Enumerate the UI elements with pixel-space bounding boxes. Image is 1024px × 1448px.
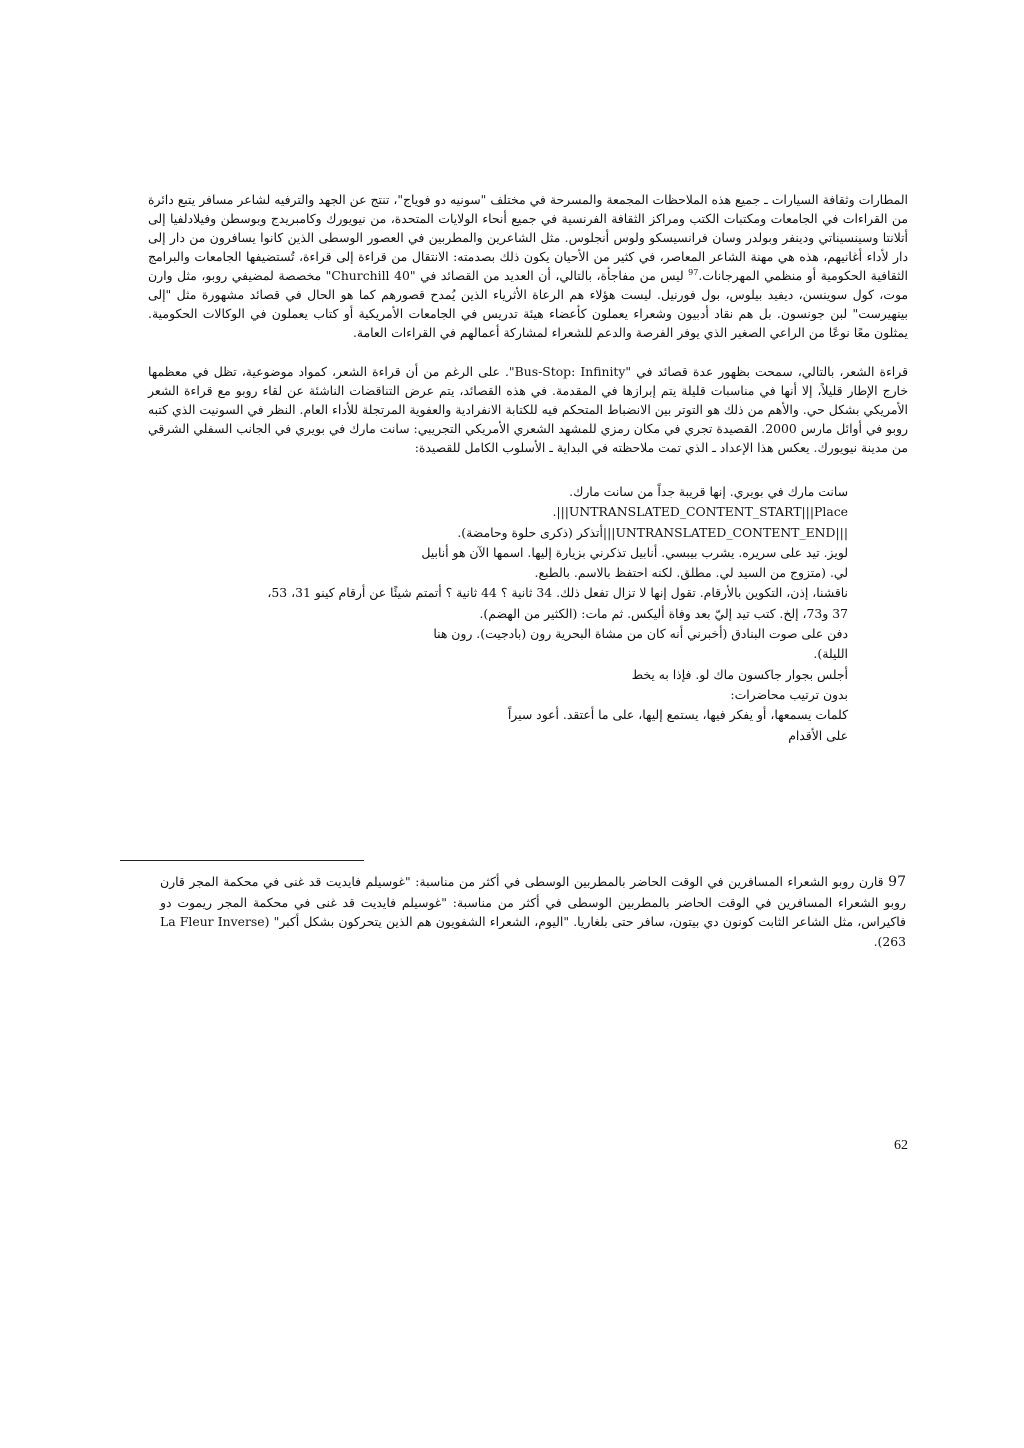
- poem-line: لويز. تيد على سريره. يشرب بيبسي. أنابيل تذكرني بزيارة إليها. اسمها الآن هو أنابيل: [421, 544, 848, 560]
- poem-line: أجلس بجوار جاكسون ماك لو. فإذا به يخط: [631, 666, 848, 682]
- poem-line: دفن على صوت البنادق (أخبرني أنه كان من مشاة البحرية رون (بادجيت). رون هنا: [433, 626, 848, 642]
- poem-excerpt: [148, 482, 848, 746]
- poem-line: على الأقدام: [788, 727, 848, 743]
- poem-line: كلمات يسمعها، أو يفكر فيها، يستمع إليها، على ما أعتقد. أعود سيراً: [507, 707, 848, 723]
- poem-line: بدون ترتيب محاضرات:: [730, 686, 848, 702]
- poem-line: 37 و73، إلخ. كتب تيد إليّ بعد وفاة أليكس. ثم مات: (الكثير من الهضم).: [479, 605, 848, 621]
- footnote-number: 97: [888, 874, 906, 890]
- page-number: 62: [894, 1138, 908, 1153]
- footnote-separator: [120, 860, 364, 861]
- paragraph-2-text: قراءة الشعر، بالتالي، سمحت بظهور عدة قصائد في "Bus-Stop: Infinity". على الرغم من أن قراءة الشعر، كمواد موضوعية، تظل في معظمها خارج الإطار قليلاً، إلا أنها في مناسبات قليلة يتم إبرازها في المقدمة. في هذه القصائد، يتم عرض التناقضات الناشئة عن لقاء روبو مع قراءة الشعر الأمريكي بشكل حي. والأهم من ذلك هو التوتر بين الانضباط المتحكم فيه للكتابة الانفرادية والعفوية المرتجلة للأداء العام. النظر في السونيت الذي كتبه روبو في أوائل مارس 2000. القصيدة تجري في مكان رمزي للمشهد الشعري الأمريكي التجريبي: سانت مارك في بويري في الجانب السفلي الشرقي من مدينة نيويورك. يعكس هذا الإعداد ـ الذي تمت ملاحظته في البداية ـ الأسلوب الكامل للقصيدة:: [148, 364, 908, 455]
- footnote-text: قارن روبو الشعراء المسافرين في الوقت الحاضر بالمطربين الوسطى في أكثر من مناسبة: "غوسيلم فايديت قد غنى في محكمة المجر قارن روبو الشعراء المسافرين في الوقت الحاضر بالمطربين الوسطى في أكثر من مناسبة: "غوسيلم فايديت قد غنى في محكمة المجر ريموت دو فاكيراس، مثل الشاعر الثابت كونون دي بيتون، سافر حتى بلغاريا. "اليوم، الشعراء الشفويون هم الذين يتحركون بشكل أكبر" (La Fleur Inverse 263).: [160, 874, 906, 949]
- body-paragraph-1: [148, 178, 908, 355]
- poem-line: UNTRANSLATED_CONTENT_START|||Place|||.: [552, 504, 848, 520]
- poem-line: |||UNTRANSLATED_CONTENT_END|||أتذكر (ذكرى حلوة وحامضة).: [457, 524, 848, 540]
- poem-line: سانت مارك في بويري. إنها قريبة جداً من سانت مارك.: [569, 484, 848, 499]
- paragraph-1-continuation: ليس من مفاجأة، بالتالي، أن العديد من القصائد في "Churchill 40" مخصصة لمضيفي روبو، مثل وارن موت، كول سوينسن، ديفيد بيلوس، بول فورنيل. ليست هؤلاء هم الرعاة الأثرياء الذين يُمدح قصورهم كما هو الحال في قصائد مشهورة مثل "إلى بينهيرست" لبن جونسون. بل هم نقاد أدبيون وشعراء يعملون كأعضاء هيئة تدريس في الجامعات الأمريكية أو كتاب يعملون في الوكالات الحكومية. يمثلون معًا نوعًا من الراعي الصغير الذي يوفر الفرصة والدعم للشعراء لمشاركة أعمالهم في القراءات العامة.: [148, 268, 908, 341]
- poem-line: ناقشنا، إذن، التكوين بالأرقام. تقول إنها لا تزال تفعل ذلك. 34 ثانية ؟ 44 ثانية ؟ أتمتم شيئًا عن أرقام كينو 31، 53،: [267, 585, 848, 601]
- poem-line: الليلة).: [813, 646, 848, 662]
- poem-line: لي. (متزوج من السيد لي. مطلق. لكنه احتفظ بالاسم. بالطبع.: [534, 565, 848, 581]
- footnote: [160, 872, 906, 951]
- footnote-reference[interactable]: 97: [688, 268, 699, 278]
- body-paragraph-2: [148, 362, 908, 457]
- paragraph-1-text: المطارات وثقافة السيارات ـ جميع هذه الملاحظات المجمعة والمسرحة في مختلف "سونيه دو فوياج"، تنتج عن الجهد والترفيه لشاعر مسافر يتبع دائرة من القراءات في الجامعات ومكتبات الكتب ومراكز الثقافة الفرنسية في جميع أنحاء الولايات المتحدة، من نيويورك وكامبريدج وبوسطن وفيلادلفيا إلى أتلانتا وسينسيناتي ودينفر وبولدر وسان فرانسيسكو ولوس أنجلوس. مثل الشاعرين والمطربين في العصور الوسطى الذين كانوا يسافرون من دار إلى دار لأداء أغانيهم، هذه هي مهنة الشاعر المعاصر، في كثير من الأحيان يكون ذلك بصدمته: الانتقال من قراءة إلى قراءة، تُستضيفها الجامعات والبرامج الثقافية الحكومية أو منظمي المهرجانات.: [148, 192, 908, 284]
